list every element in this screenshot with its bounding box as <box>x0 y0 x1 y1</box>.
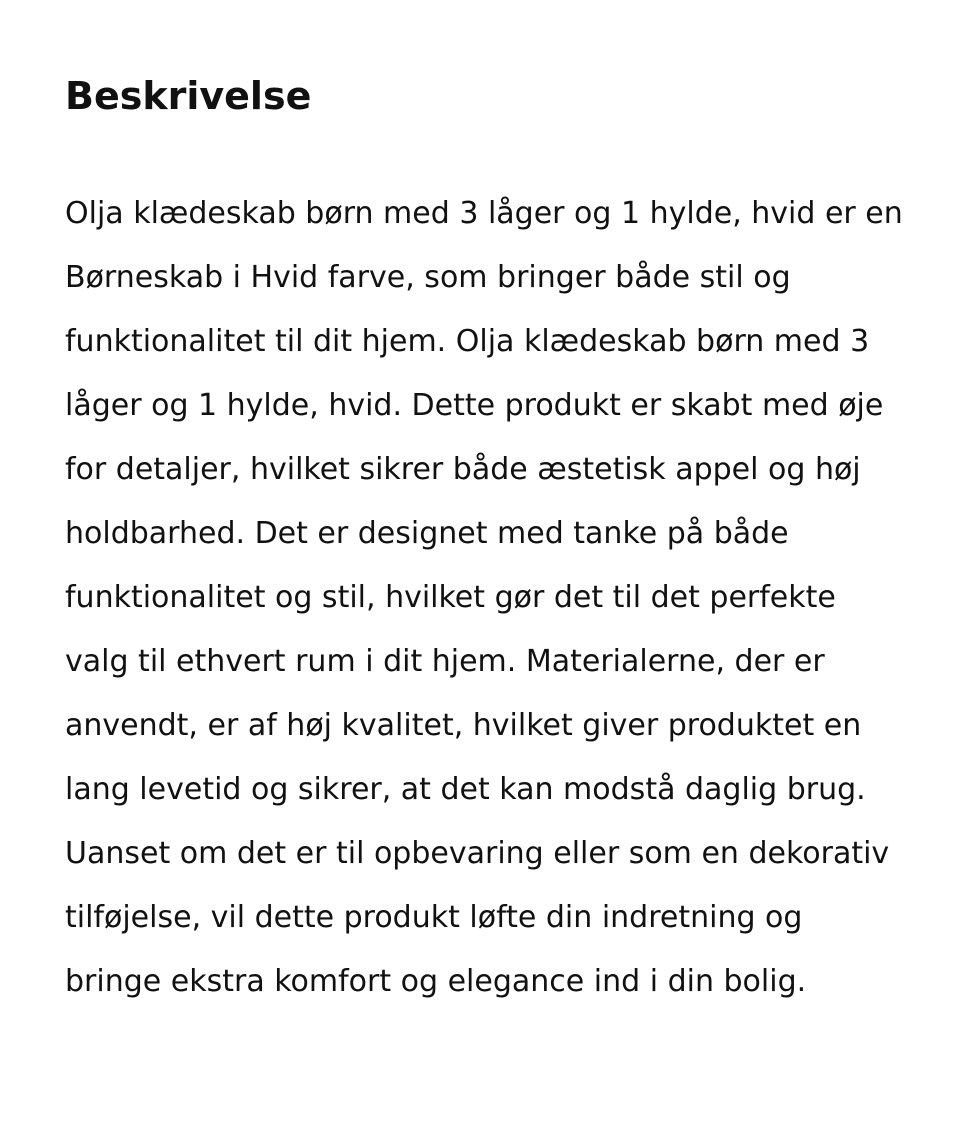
section-title: Beskrivelse <box>65 74 312 118</box>
product-description: Olja klædeskab børn med 3 låger og 1 hylde, hvid er en Børneskab i Hvid farve, som bringer både stil og funktionalitet til dit hjem. Olja klædeskab børn med 3 låger og 1 hylde, hvid. Dette produkt er skabt med øje for detaljer, hvilket sikrer både æstetisk appel og høj holdbarhed. Det er designet med tanke på både funktionalitet og stil, hvilket gør det til det perfekte valg til ethvert rum i dit hjem. Materialerne, der er anvendt, er af høj kvalitet, hvilket giver produktet en lang levetid og sikrer, at det kan modstå daglig brug. Uanset om det er til opbevaring eller som en dekorativ tilføjelse, vil dette produkt løfte din indretning og bringe ekstra komfort og elegance ind i din bolig. <box>65 196 903 999</box>
